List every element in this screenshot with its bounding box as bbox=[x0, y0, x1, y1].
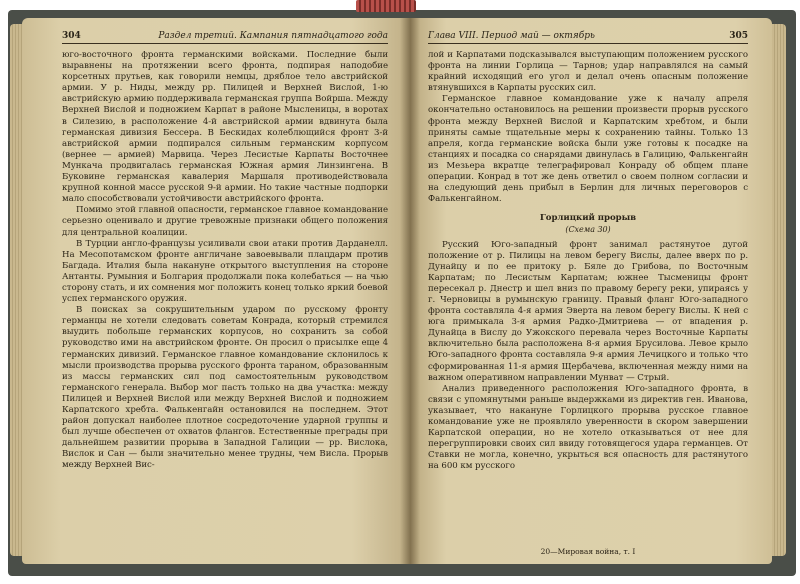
left-page-body bbox=[62, 50, 388, 472]
book-gutter bbox=[400, 18, 420, 564]
bookmark-ribbon bbox=[356, 0, 416, 12]
paragraph: Германское главное командование уже к началу апреля окончательно остановилось на решении произвести прорыв русского фронта между Верхней Вислой и Карпатским хребтом, и были приняты самые тщательные меры к сохранению тайны. Только 13 апреля, когда германские войска были уже готовы к посадке на станциях и посадка со снарядами двинулась в Галицию, Фалькенгайн из Мезьера вкратце телеграфировал Конраду об общем плане операции. Конрад в тот же день ответил о своем полном согласии и на следующий день прибыл в Берлин для личных переговоров с Фалькенгайном. bbox=[428, 94, 748, 205]
paragraph: Помимо этой главной опасности, германское главное командование серьезно оценивало и другие тревожные признаки общего положения для центральной коалиции. bbox=[62, 205, 388, 238]
right-page-edges bbox=[772, 24, 786, 556]
paragraph: В поисках за сокрушительным ударом по русскому фронту германцы не хотели следовать советам Конрада, который стремился выудить побольше германских корпусов, но сохранить за собой руководство ими на австрийском фронте. Он просил о присылке еще 4 германских дивизий. Германское главное командование склонилось к мысли производства прорыва русского фронта тараном, образованным из массы германских сил под самостоятельным руководством германского генерала. Выбор мог пасть только на два участка: между Пилицей и Верхней Вислой или между Верхней Вислой и подножием Карпатского хребта. Фалькенгайн остановился на последнем. Этот район допускал наиболее плотное сосредоточение ударной группы и был лучше обеспечен от охватов флангов. Естественные преграды при дальнейшем развитии прорыва в Западной Галиции — рр. Вислока, Вислок и Сан — были значительно менее трудны, чем Висла. Прорыв между Верхней Вис- bbox=[62, 305, 388, 471]
paragraph: лой и Карпатами подсказывался выступающим положением русского фронта на линии Горлица — Тарнов; удар направлялся на самый крайний исходящий его угол и делал очень опасным положение втянувшихся в Карпаты русских сил. bbox=[428, 50, 748, 94]
left-running-header bbox=[62, 26, 388, 44]
right-running-head-title: Глава VIII. Период май — октябрь bbox=[428, 31, 595, 41]
right-running-header bbox=[428, 26, 748, 44]
right-page-number: 305 bbox=[729, 31, 748, 41]
right-page bbox=[410, 18, 772, 564]
left-running-head-title: Раздел третий. Кампания пятнадцатого года bbox=[158, 31, 388, 41]
page-footer-signature: 20—Мировая война, т. I bbox=[540, 547, 636, 556]
section-title: Горлицкий прорыв bbox=[539, 213, 637, 224]
right-page-body bbox=[428, 50, 748, 472]
section-subtitle: (Схема 30) bbox=[565, 225, 611, 235]
paragraph: В Турции англо-французы усиливали свои атаки против Дарданелл. На Месопотамском фронте англичане завоевывали плацдарм против Багдада. Италия была накануне открытого выступления на стороне Антанты. Румыния и Болгария продолжали пока колебаться — на чью сторону стать, и их сомнения мог положить конец только яркий боевой успех германского оружия. bbox=[62, 238, 388, 305]
paragraph: юго-восточного фронта германскими войсками. Последние были выравнены на протяжении всего фронта, подпирая наподобие корсетных прутьев, как говорили немцы, дряблое тело австрийской армии. У р. Ниды, между рр. Пилицей и Верхней Вислой, 1-ю австрийскую армию поддерживала германская группа Войрша. Между Верхней Вислой и подножием Карпат в районе Мысленицы, в воротах в Силезию, в расположение 4-й австрийской армии вдвинута была германская дивизия Бессера. В Бескидах колеблющийся фронт 3-й австрийской армии подпирался сильным германским корпусом (вернее — армией) Марвица. Через Лесистые Карпаты Восточнее Мункача продвигалась германская Южная армия Линзингена. В Буковине германская кавалерия Маршаля противодействовала крупной конной массе русской 9-й армии. Но такие частные подпорки мало способствовали устойчивости австрийского фронта. bbox=[62, 50, 388, 205]
paragraph: Русский Юго-западный фронт занимал растянутое дугой положение от р. Пилицы на левом берегу Вислы, далее вверх по р. Дунайцу и по ее притоку р. Бяле до Грибова, по Восточным Карпатам; по Лесистым Карпатам; южнее Тысменицы фронт пересекал р. Днестр и шел вниз по правому берегу реки, упираясь у г. Черновицы в румынскую границу. Правый фланг Юго-западного фронта составляла 4-я армия Эверта на левом берегу Вислы. К ней с юга примыкала 3-я армия Радко-Дмитриева — от впадения р. Дунайца в Вислу до Ужокского перевала через Восточные Карпаты включительно была расположена 8-я армия Брусилова. Левое крыло Юго-западного фронта составляла 9-я армия Лечицкого и только что сформированная 11-я армия Щербачева, включенная между ними на важном оперативном направлении Мунват — Стрый. bbox=[428, 239, 748, 383]
paragraph: Анализ приведенного расположения Юго-западного фронта, в связи с упомянутыми раньше выдержками из директив ген. Иванова, указывает, что накануне Горлицкого прорыва русское главное командование уже не проявляло уверенности в скором завершении Карпатской операции, но не хотело отказываться от нее для перегруппировки своих сил ввиду готовящегося удара германцев. От Ставки не могла, конечно, укрыться вся опасность для растянутого на 600 км русского bbox=[428, 383, 748, 472]
left-page-number: 304 bbox=[62, 31, 81, 41]
left-page bbox=[22, 18, 410, 564]
